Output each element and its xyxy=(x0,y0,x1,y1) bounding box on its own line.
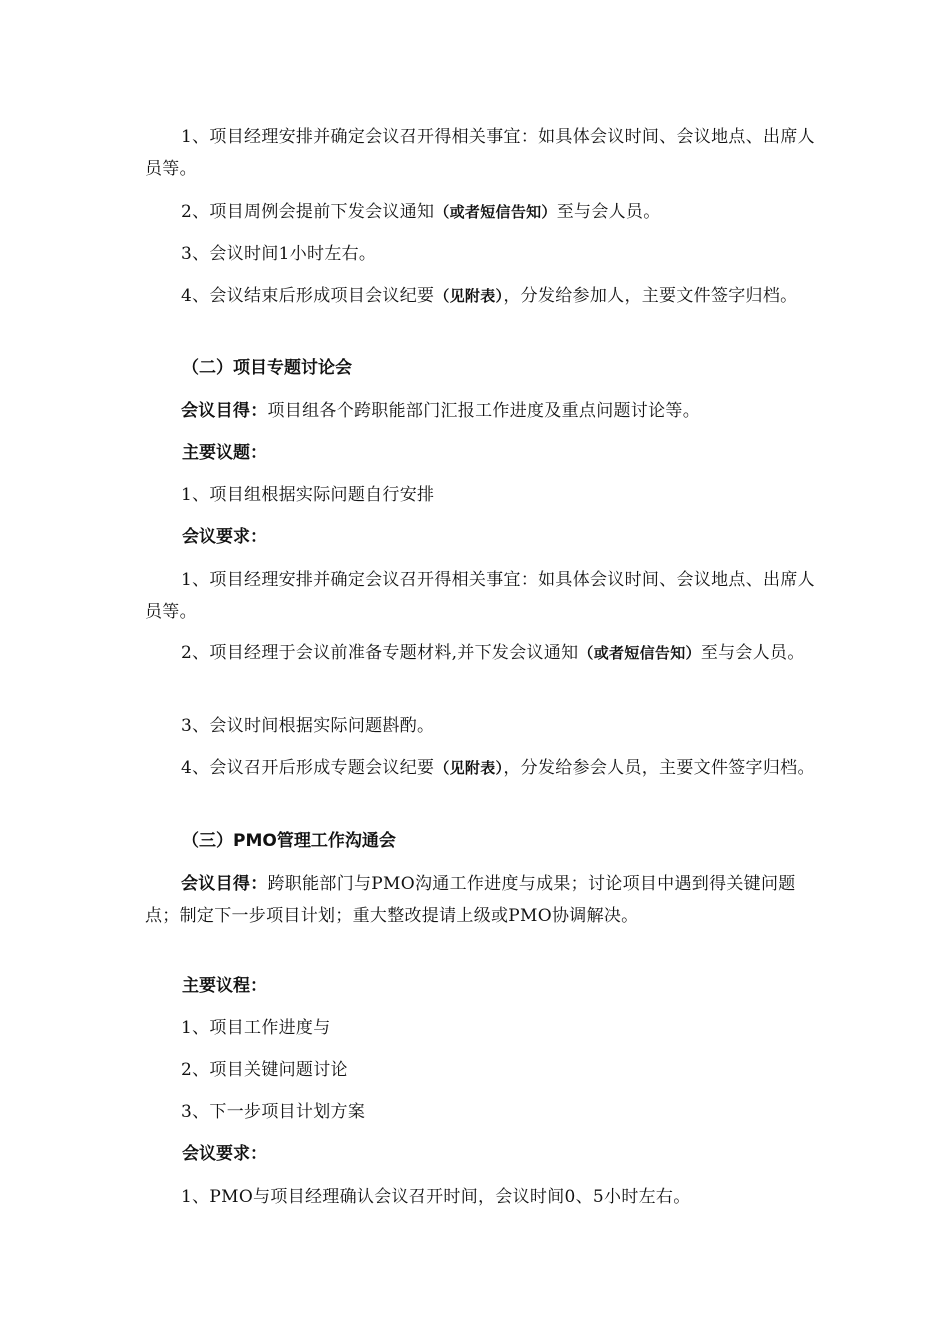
s3-req-1 xyxy=(145,1181,820,1213)
s3-agenda-2 xyxy=(145,1054,820,1086)
s2-req-2-text: 2、项目经理于会议前准备专题材料,并下发会议通知 xyxy=(181,643,579,663)
s2-req-4-text: 4、会议召开后形成专题会议纪要 xyxy=(181,758,435,778)
s1-item-4-bold: （见附表） xyxy=(434,287,504,305)
s1-item-4-text: 4、会议结束后形成项目会议纪要 xyxy=(181,286,435,306)
s1-item-1-text: 1、项目经理安排并确定会议召开得相关事宜：如具体会议时间、会议地点、出席人员等。 xyxy=(145,127,815,179)
s2-req-4 xyxy=(145,752,820,784)
s2-req-2-tail: 至与会人员。 xyxy=(700,643,805,663)
s1-item-4-tail: ，分发给参加人，主要文件签字归档。 xyxy=(503,286,798,306)
s3-goal xyxy=(145,868,820,932)
s1-item-2 xyxy=(145,196,820,228)
s3-agenda-1 xyxy=(145,1012,820,1044)
s2-req-2-bold: （或者短信告知） xyxy=(578,644,701,662)
s2-goal-text: 项目组各个跨职能部门汇报工作进度及重点问题讨论等。 xyxy=(267,401,700,421)
s2-req-4-bold: （见附表） xyxy=(434,759,504,777)
s2-req-1-text: 1、项目经理安排并确定会议召开得相关事宜：如具体会议时间、会议地点、出席人员等。 xyxy=(145,570,815,622)
s2-req-3-text: 3、会议时间根据实际问题斟酌。 xyxy=(181,716,435,736)
s2-req-3 xyxy=(145,710,820,742)
s3-goal-text: 跨职能部门与PMO沟通工作进度与成果；讨论项目中遇到得关键问题点；制定下一步项目计划；重大整改提请上级或PMO协调解决。 xyxy=(145,874,796,926)
s1-item-4 xyxy=(145,280,820,312)
section-3-heading: （三）PMO管理工作沟通会 xyxy=(182,831,396,851)
s1-item-2-tail: 至与会人员。 xyxy=(556,202,661,222)
s1-item-3-text: 3、会议时间1小时左右。 xyxy=(181,244,377,264)
s2-req-1 xyxy=(145,564,820,628)
s2-req-label: 会议要求： xyxy=(182,527,267,547)
section-2-heading: （二）项目专题讨论会 xyxy=(182,358,352,378)
s1-item-1 xyxy=(145,121,820,185)
s2-goal xyxy=(145,395,820,427)
s3-req-label: 会议要求： xyxy=(182,1144,267,1164)
s3-req-1-text: 1、PMO与项目经理确认会议召开时间，会议时间0、5小时左右。 xyxy=(181,1187,691,1207)
s3-goal-label: 会议目得： xyxy=(181,874,268,894)
s1-item-2-bold: （或者短信告知） xyxy=(434,203,557,221)
s2-topic-1 xyxy=(145,479,820,511)
s2-topics-label: 主要议题： xyxy=(182,443,267,463)
s3-agenda-label: 主要议程： xyxy=(182,976,267,996)
s2-goal-label: 会议目得： xyxy=(181,401,268,421)
s2-topic-1-text: 1、项目组根据实际问题自行安排 xyxy=(181,485,435,505)
s3-agenda-1-text: 1、项目工作进度与 xyxy=(181,1018,331,1038)
s3-agenda-3 xyxy=(145,1096,820,1128)
s1-item-3 xyxy=(145,238,820,270)
s3-agenda-2-text: 2、项目关键问题讨论 xyxy=(181,1060,348,1080)
s2-req-4-tail: ，分发给参会人员，主要文件签字归档。 xyxy=(503,758,815,778)
s1-item-2-text: 2、项目周例会提前下发会议通知 xyxy=(181,202,435,222)
s3-agenda-3-text: 3、下一步项目计划方案 xyxy=(181,1102,366,1122)
s2-req-2 xyxy=(145,637,820,669)
